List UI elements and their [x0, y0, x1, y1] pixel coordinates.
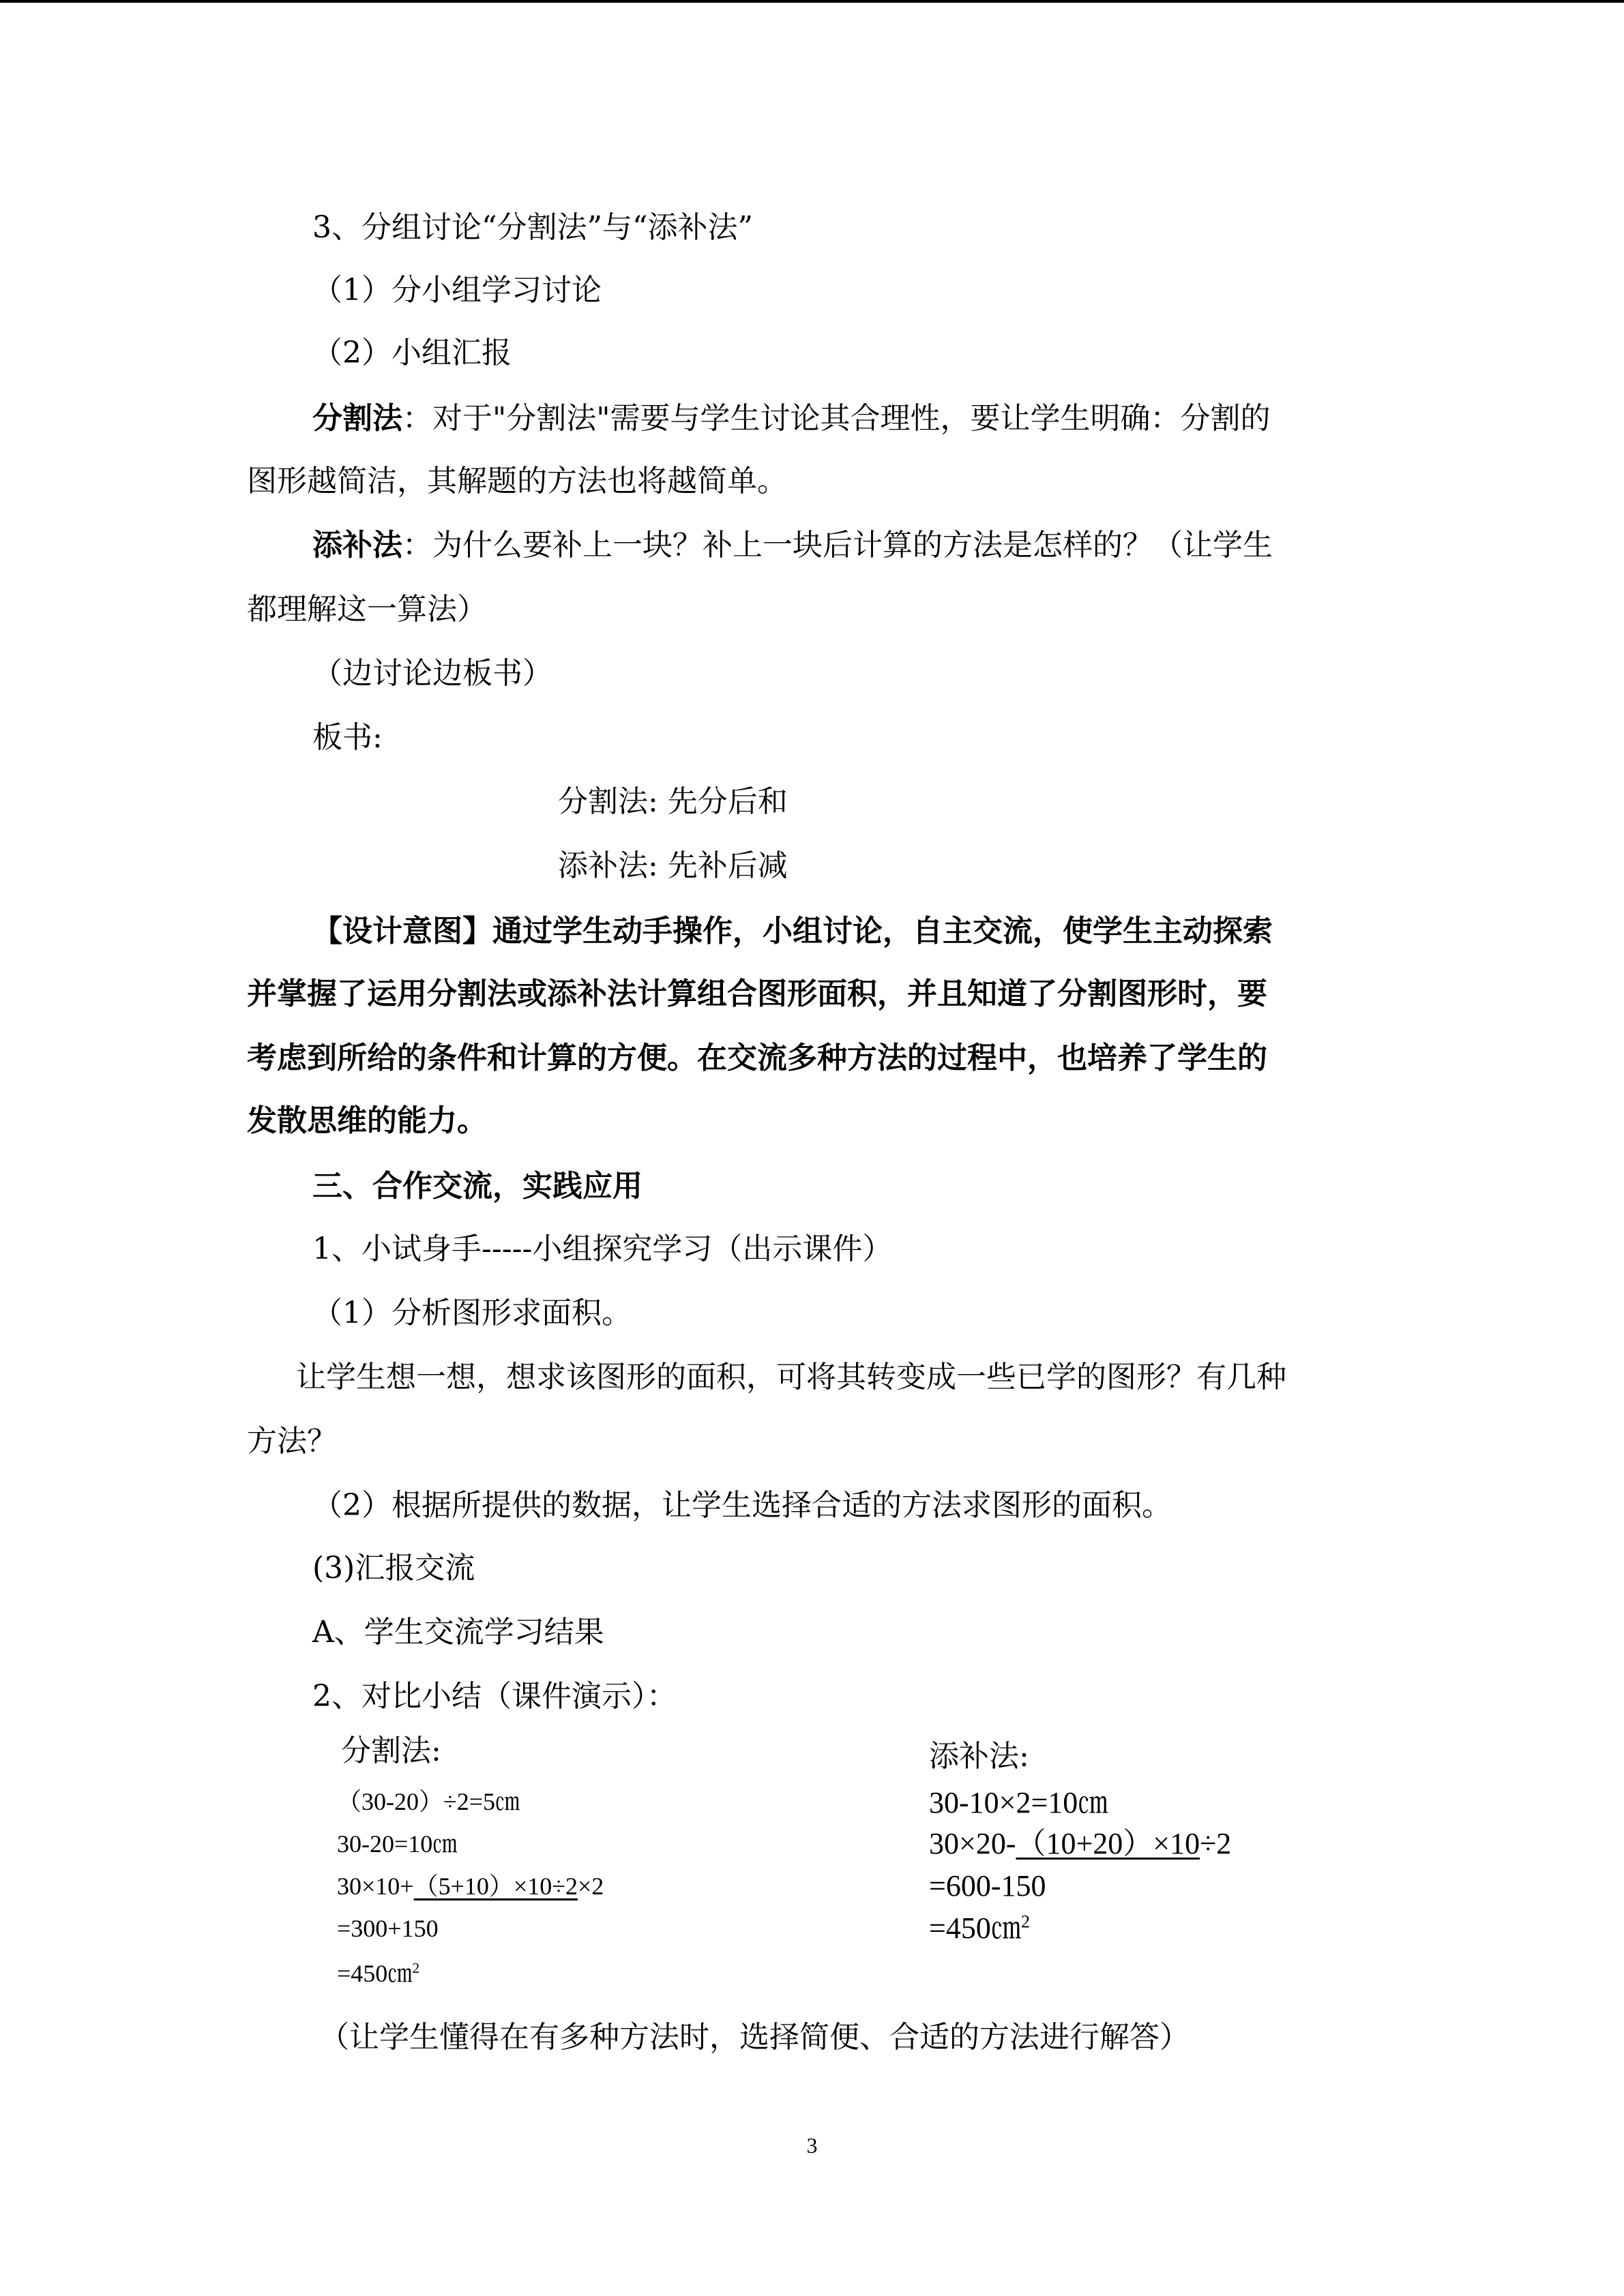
- list-item-1: （1）分小组学习讨论: [312, 273, 602, 308]
- left-method-title: 分割法:: [341, 1733, 441, 1768]
- left-method-step-3: [337, 1871, 604, 1901]
- section-3-sub-2: （2）根据所提供的数据，让学生选择合适的方法求图形的面积。: [312, 1488, 1172, 1523]
- section-3-item-a: A、学生交流学习结果: [312, 1615, 604, 1650]
- fenge-paragraph-line2: 图形越简洁，其解题的方法也将越简单。: [247, 464, 787, 498]
- left-step5-base: =450㎝: [337, 1960, 413, 1987]
- page-top-border: [0, 0, 1624, 3]
- tianbu-term: 添补法: [312, 528, 402, 563]
- left-method-step-5: [337, 1958, 419, 1988]
- section-3-item-2: 2、对比小结（课件演示）：: [312, 1679, 677, 1714]
- left-method-step-1: （30-20）÷2=5㎝: [337, 1788, 520, 1815]
- fenge-paragraph-line1: [312, 400, 1270, 438]
- right-method-step-4: [929, 1911, 1030, 1946]
- design-intent-line1: 【设计意图】通过学生动手操作，小组讨论，自主交流，使学生主动探索: [312, 914, 1273, 949]
- tianbu-text: ：为什么要补上一块？补上一块后计算的方法是怎样的？（让学生: [402, 528, 1273, 563]
- tianbu-paragraph-line1: [312, 526, 1273, 565]
- section-3-think-line2: 方法？: [247, 1424, 337, 1459]
- left-step3-suffix: ×2: [577, 1873, 604, 1900]
- right-method-step-2: [929, 1826, 1231, 1862]
- section-3-item-1: 1、小试身手-----小组探究学习（出示课件）: [312, 1232, 893, 1266]
- left-method-step-2: 30-20=10㎝: [337, 1830, 458, 1858]
- design-intent-line2: 并掌握了运用分割法或添补法计算组合图形面积，并且知道了分割图形时，要: [247, 976, 1267, 1011]
- board-line-fenge: 分割法: 先分后和: [558, 784, 788, 819]
- right-method-step-1: 30-10×2=10㎝: [929, 1786, 1108, 1819]
- section-3-sub-3: (3)汇报交流: [312, 1551, 475, 1585]
- discussion-note: （边讨论边板书）: [312, 656, 552, 691]
- right-method-title: 添补法:: [929, 1739, 1029, 1774]
- right-step2-suffix: ÷2: [1200, 1827, 1232, 1860]
- heading-group-discussion: 3、分组讨论“分割法”与“添补法”: [312, 210, 753, 245]
- section-3-sub-1: （1）分析图形求面积。: [312, 1296, 632, 1330]
- fenge-term: 分割法: [312, 401, 402, 436]
- right-step2-prefix: 30×20-: [929, 1827, 1016, 1860]
- list-item-2: （2）小组汇报: [312, 336, 512, 370]
- board-label: 板书:: [312, 720, 383, 755]
- left-step5-superscript: 2: [412, 1960, 420, 1976]
- left-step3-underlined: （5+10）×10÷2: [413, 1873, 578, 1900]
- design-intent-line3: 考虑到所给的条件和计算的方便。在交流多种方法的过程中，也培养了学生的: [247, 1041, 1267, 1075]
- tianbu-paragraph-line2: 都理解这一算法）: [247, 592, 487, 627]
- page-number: 3: [806, 2133, 818, 2158]
- board-line-tianbu: 添补法: 先补后减: [558, 848, 788, 883]
- right-method-step-3: =600-150: [929, 1869, 1046, 1903]
- design-intent-line4: 发散思维的能力。: [247, 1103, 487, 1138]
- right-step2-underlined: （10+20）×10: [1016, 1827, 1200, 1860]
- right-step4-base: =450㎝: [929, 1911, 1021, 1945]
- left-step3-prefix: 30×10+: [337, 1873, 414, 1900]
- closing-note: （让学生懂得在有多种方法时，选择简便、合适的方法进行解答）: [319, 2020, 1190, 2055]
- section-3-think-line1: 让学生想一想，想求该图形的面积，可将其转变成一些已学的图形？有几种: [296, 1360, 1286, 1395]
- right-step4-superscript: 2: [1020, 1911, 1031, 1932]
- left-method-step-4: =300+150: [337, 1915, 439, 1942]
- fenge-text: ：对于"分割法"需要与学生讨论其合理性，要让学生明确：分割的: [402, 401, 1271, 436]
- section-3-heading: 三、合作交流，实践应用: [312, 1169, 643, 1204]
